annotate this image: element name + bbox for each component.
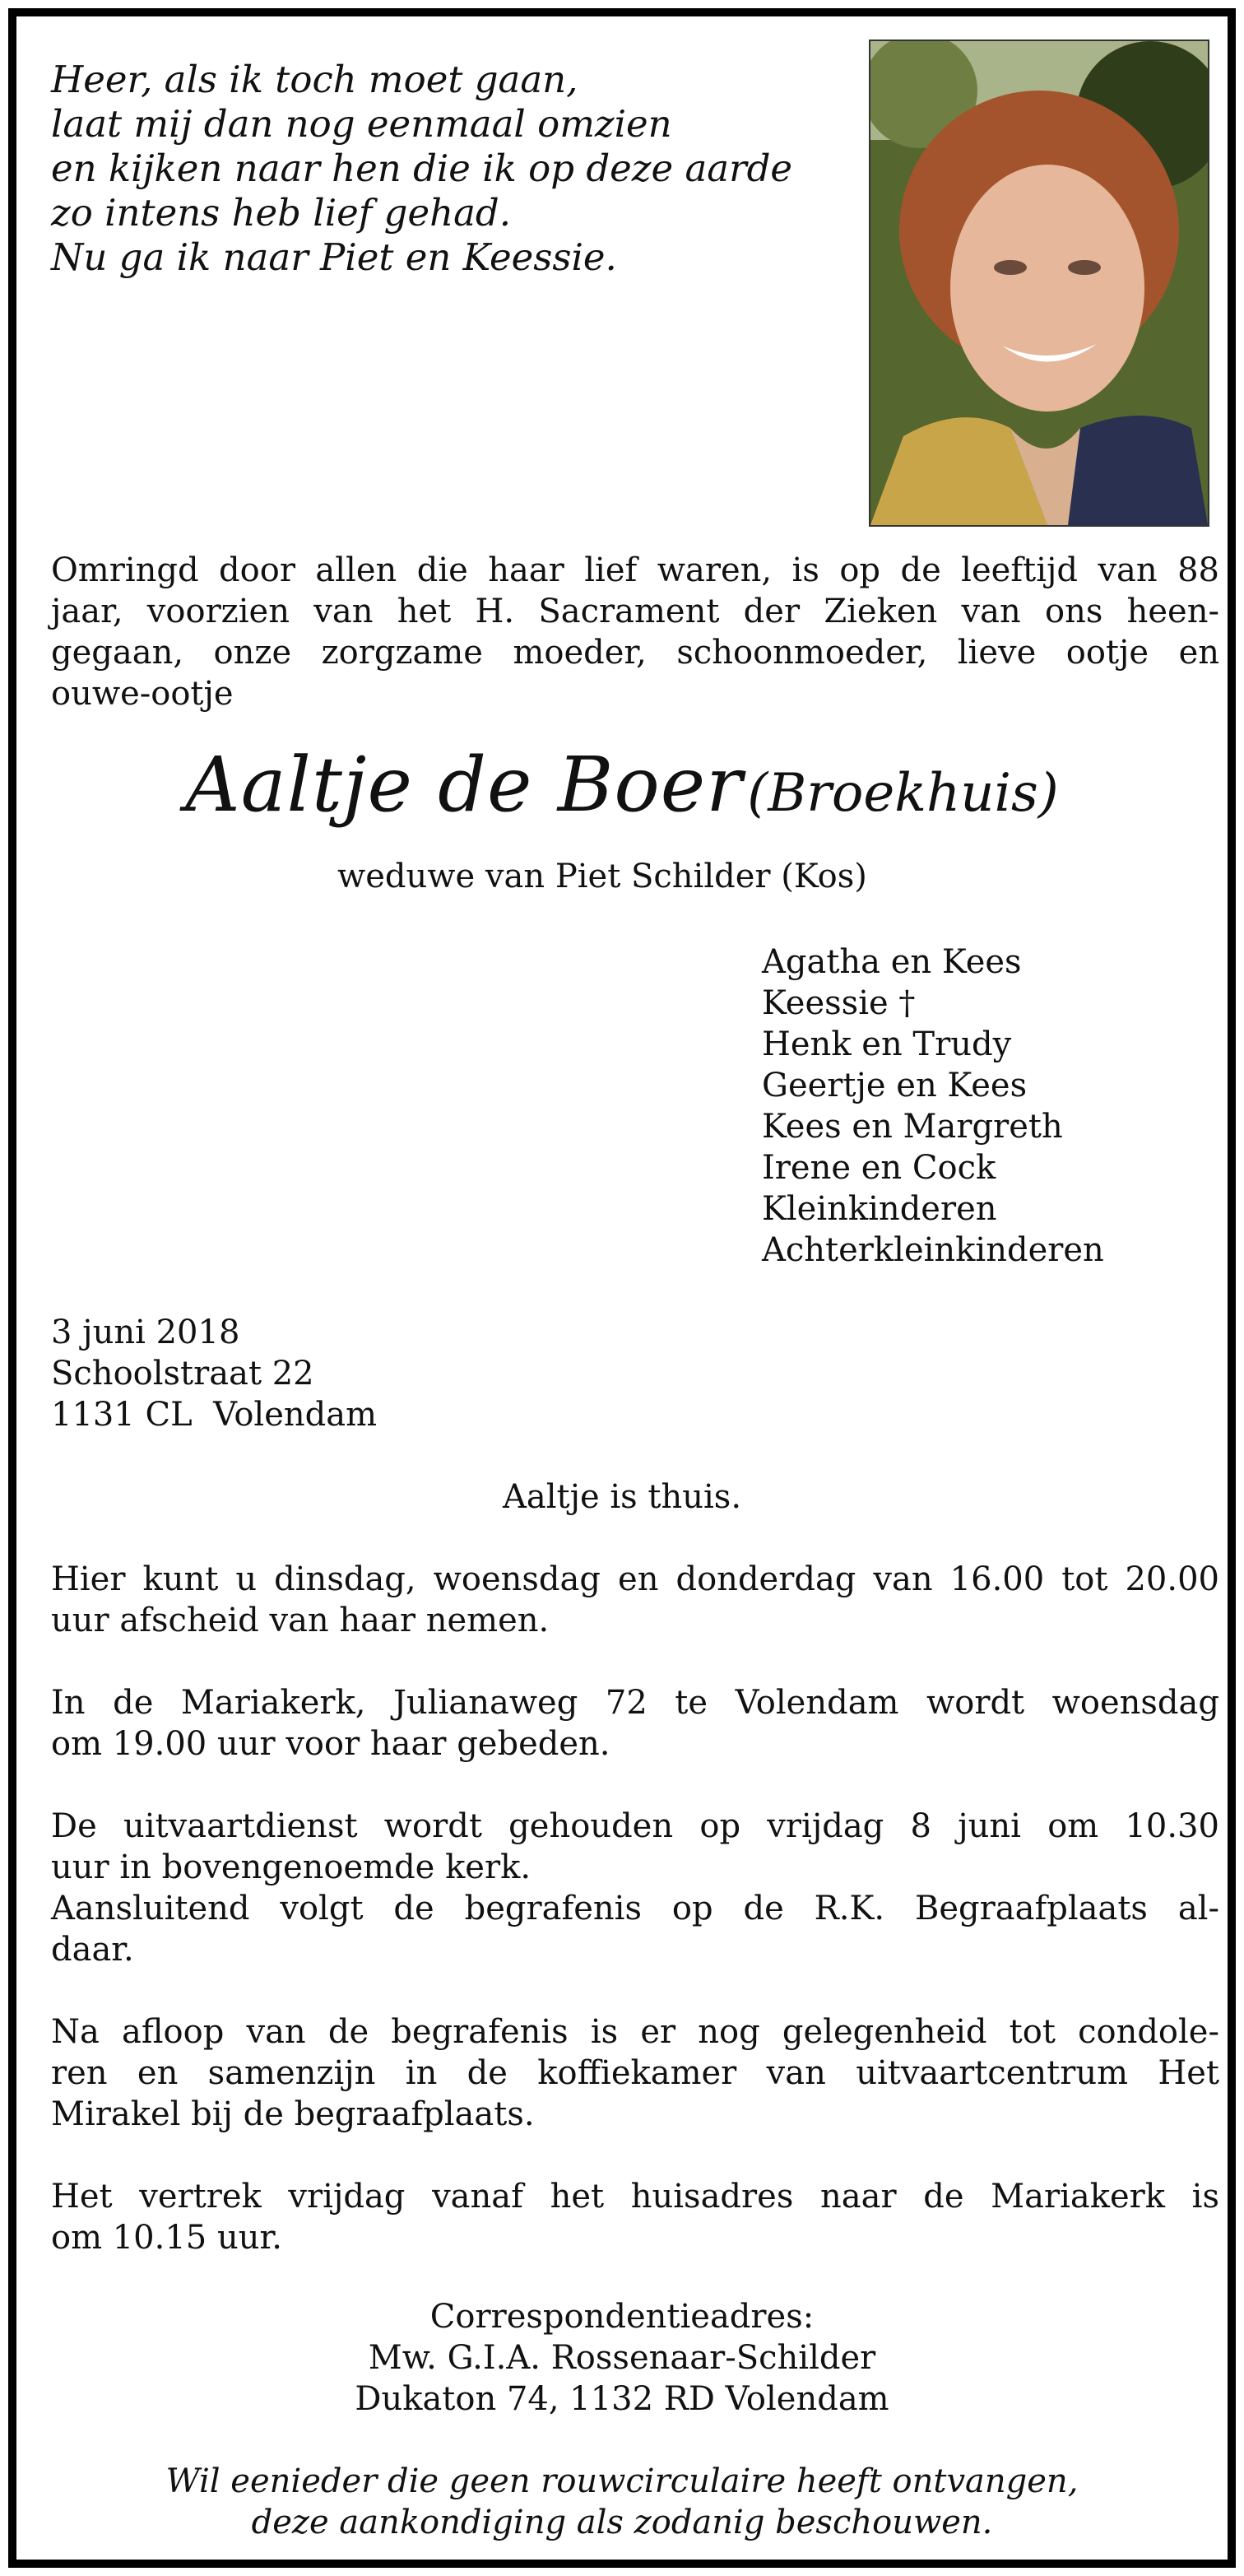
visit-paragraph	[51, 1559, 1219, 1641]
maiden-name: (Broekhuis)	[747, 763, 1059, 824]
family-item: Henk en Trudy	[762, 1025, 1012, 1063]
paragraph-line: uur in bovengenoemde kerk.	[51, 1848, 531, 1886]
intro-line: ouwe-ootje	[51, 675, 234, 713]
closing-note	[16, 2461, 1228, 2543]
poem-line: Heer, als ik toch moet gaan,	[51, 58, 578, 101]
paragraph-line: In de Mariakerk, Julianaweg 72 te Volendam wordt woensdag	[51, 1684, 1219, 1722]
paragraph-line: Aansluitend volgt de begrafenis op de R.K. Begraafplaats al-	[51, 1890, 1219, 1927]
paragraph-line: Hier kunt u dinsdag, woensdag en donderdag van 16.00 tot 20.00	[51, 1560, 1219, 1598]
family-item: Irene en Cock	[762, 1149, 996, 1187]
poem-line: laat mij dan nog eenmaal omzien	[51, 102, 672, 146]
paragraph-line: De uitvaartdienst wordt gehouden op vrijdag 8 juni om 10.30	[51, 1807, 1219, 1845]
paragraph-line: ren en samenzijn in de koffiekamer van uitvaartcentrum Het	[51, 2054, 1219, 2092]
poem-line: zo intens heb lief gehad.	[51, 191, 512, 235]
paragraph-line: om 10.15 uur.	[51, 2219, 282, 2257]
paragraph-line: Na afloop van de begrafenis is er nog gelegenheid tot condole-	[51, 2013, 1219, 2051]
intro-line: gegaan, onze zorgzame moeder, schoonmoeder, lieve ootje en	[51, 634, 1219, 672]
poem	[51, 58, 841, 280]
paragraph-line: daar.	[51, 1931, 134, 1969]
notice-date: 3 juni 2018	[51, 1314, 240, 1351]
deceased-name: Aaltje de Boer	[185, 741, 744, 829]
family-item: Geertje en Kees	[762, 1067, 1028, 1104]
portrait-illustration	[870, 41, 1208, 525]
home-note: Aaltje is thuis.	[502, 1478, 742, 1516]
address-city: 1131 CL Volendam	[51, 1396, 378, 1434]
correspondence-name: Mw. G.I.A. Rossenaar-Schilder	[368, 2339, 876, 2377]
address-street: Schoolstraat 22	[51, 1355, 314, 1393]
family-list	[762, 942, 1104, 1271]
family-item: Kleinkinderen	[762, 1190, 997, 1228]
family-item: Keessie †	[762, 984, 916, 1022]
service-paragraph	[51, 1806, 1219, 1970]
correspondence-heading: Correspondentieadres:	[429, 2298, 815, 2336]
intro-line: jaar, voorzien van het H. Sacrament der Zieken van ons heen-	[51, 593, 1219, 630]
poem-line: Nu ga ik naar Piet en Keessie.	[51, 235, 617, 279]
home-address	[51, 1312, 377, 1435]
family-item: Achterkleinkinderen	[762, 1231, 1104, 1269]
portrait-photo	[869, 40, 1209, 527]
prayer-paragraph	[51, 1682, 1219, 1765]
paragraph-line: Mirakel bij de begraafplaats.	[51, 2095, 535, 2133]
family-item: Agatha en Kees	[762, 943, 1022, 981]
correspondence-street: Dukaton 74, 1132 RD Volendam	[355, 2380, 889, 2418]
widow-of: weduwe van Piet Schilder (Kos)	[337, 858, 867, 895]
correspondence-address	[16, 2296, 1228, 2420]
condolence-paragraph	[51, 2011, 1219, 2135]
deceased-name-heading	[16, 741, 1228, 829]
intro-text	[51, 550, 1219, 714]
obituary-notice	[8, 8, 1236, 2568]
closing-line: deze aankondiging als zodanig beschouwen.	[251, 2504, 993, 2541]
paragraph-line: om 19.00 uur voor haar gebeden.	[51, 1725, 610, 1763]
paragraph-line: Het vertrek vrijdag vanaf het huisadres naar de Mariakerk is	[51, 2178, 1219, 2216]
poem-line: en kijken naar hen die ik op deze aarde	[51, 146, 793, 190]
paragraph-line: uur afscheid van haar nemen.	[51, 1602, 550, 1639]
departure-paragraph	[51, 2176, 1219, 2258]
intro-line: Omringd door allen die haar lief waren, is op de leeftijd van 88	[51, 551, 1219, 589]
family-item: Kees en Margreth	[762, 1108, 1063, 1146]
closing-line: Wil eenieder die geen rouwcirculaire heeft ontvangen,	[165, 2462, 1079, 2500]
